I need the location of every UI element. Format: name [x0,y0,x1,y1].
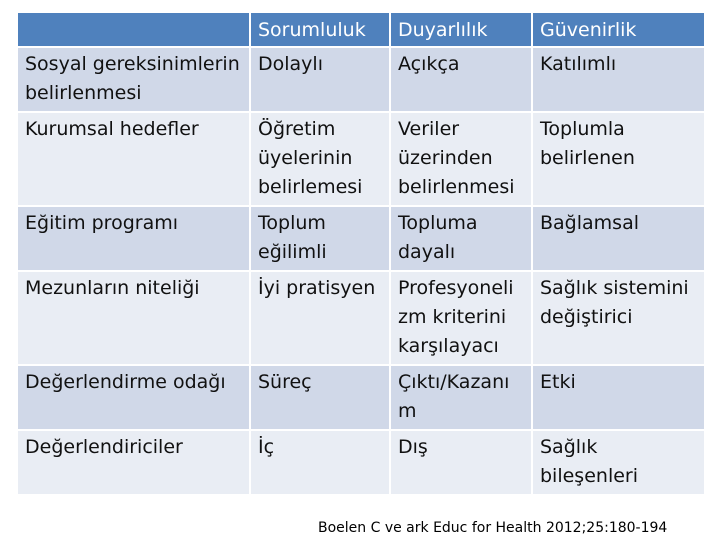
header-cell-empty [18,13,251,48]
table-cell: Toplum eğilimli [251,207,391,272]
table-cell: Etki [533,366,704,431]
table-cell: Bağlamsal [533,207,704,272]
table-cell: Süreç [251,366,391,431]
table-cell: Topluma dayalı [391,207,533,272]
row-label: Eğitim programı [18,207,251,272]
table-cell: Profesyoneli zm kriterini karşılayacı [391,272,533,366]
table-cell: Çıktı/Kazanı m [391,366,533,431]
table-cell: Toplumla belirlenen [533,113,704,207]
comparison-table [18,13,704,496]
table-cell: Sağlık sistemini değiştirici [533,272,704,366]
citation-text: Boelen C ve ark Educ for Health 2012;25:180-194 [318,520,668,536]
table-cell: Dış [391,431,533,496]
table-header-row [18,13,704,48]
table-row [18,272,704,366]
header-cell-guvenirlik: Güvenirlik [533,13,704,48]
header-cell-duyarlilik: Duyarlılık [391,13,533,48]
table-cell: Açıkça [391,48,533,113]
table-cell: İyi pratisyen [251,272,391,366]
row-label: Mezunların niteliği [18,272,251,366]
table-cell: Sağlık bileşenleri [533,431,704,496]
row-label: Değerlendiriciler [18,431,251,496]
table-cell: Veriler üzerinden belirlenmesi [391,113,533,207]
row-label: Değerlendirme odağı [18,366,251,431]
row-label: Sosyal gereksinimlerin belirlenmesi [18,48,251,113]
table-row [18,48,704,113]
header-cell-sorumluluk: Sorumluluk [251,13,391,48]
table-cell: Katılımlı [533,48,704,113]
table-row [18,207,704,272]
comparison-table-container [18,13,704,496]
table-row [18,431,704,496]
table-cell: İç [251,431,391,496]
table-row [18,366,704,431]
row-label: Kurumsal hedefler [18,113,251,207]
table-row [18,113,704,207]
table-cell: Dolaylı [251,48,391,113]
table-cell: Öğretim üyelerinin belirlemesi [251,113,391,207]
